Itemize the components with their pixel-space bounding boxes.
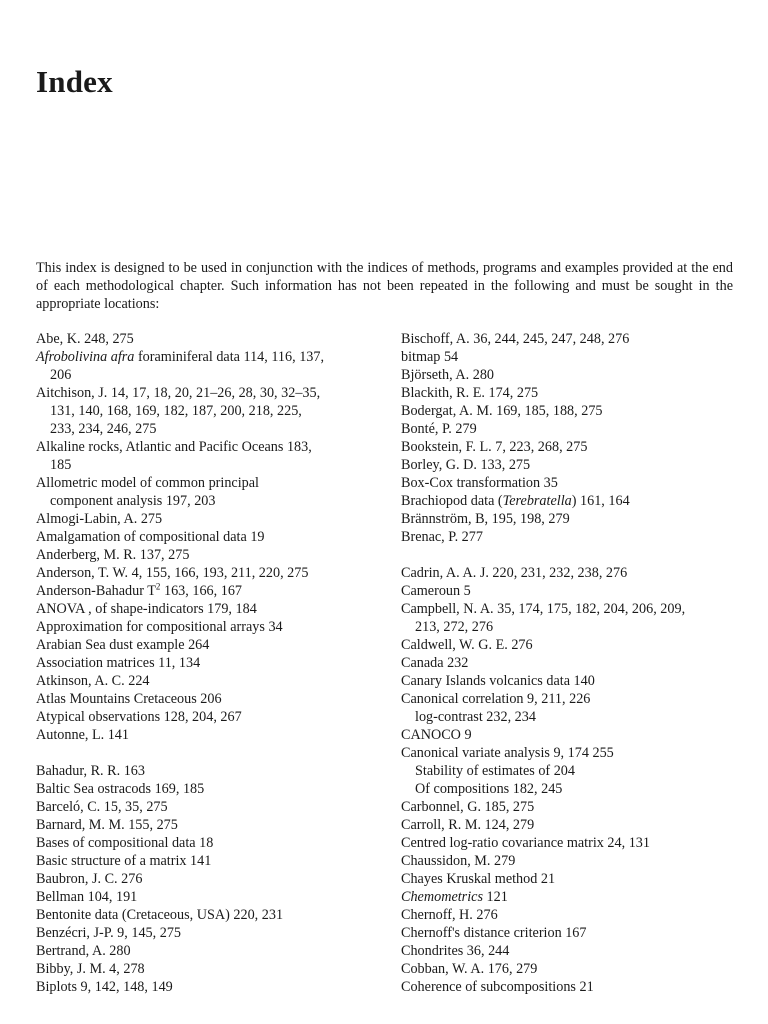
index-entry: Carroll, R. M. 124, 279 bbox=[401, 817, 535, 833]
index-entry: Atypical observations 128, 204, 267 bbox=[36, 709, 242, 725]
index-entry: Biplots 9, 142, 148, 149 bbox=[36, 979, 173, 995]
index-entry: Bases of compositional data 18 bbox=[36, 835, 214, 851]
index-entry: Bonté, P. 279 bbox=[401, 421, 477, 437]
index-subentry: Stability of estimates of 204 bbox=[415, 763, 575, 779]
index-entry: Canonical correlation 9, 211, 226 bbox=[401, 691, 591, 707]
page-title: Index bbox=[36, 64, 113, 99]
index-entry: Centred log-ratio covariance matrix 24, 131 bbox=[401, 835, 650, 851]
index-entry: Basic structure of a matrix 141 bbox=[36, 853, 212, 869]
index-entry: Barceló, C. 15, 35, 275 bbox=[36, 799, 168, 815]
index-entry: Bischoff, A. 36, 244, 245, 247, 248, 276 bbox=[401, 331, 630, 347]
index-entry: Chayes Kruskal method 21 bbox=[401, 871, 556, 887]
index-entry-continuation: 131, 140, 168, 169, 182, 187, 200, 218, 225, bbox=[50, 403, 302, 419]
index-subentry: log-contrast 232, 234 bbox=[415, 709, 536, 725]
index-entry: Bibby, J. M. 4, 278 bbox=[36, 961, 145, 977]
index-entry: Chaussidon, M. 279 bbox=[401, 853, 516, 869]
index-entry: Campbell, N. A. 35, 174, 175, 182, 204, 206, 209, bbox=[401, 601, 686, 617]
index-subentry: Of compositions 182, 245 bbox=[415, 781, 563, 797]
index-entry: bitmap 54 bbox=[401, 349, 459, 365]
index-entry: Borley, G. D. 133, 275 bbox=[401, 457, 531, 473]
index-entry: Chondrites 36, 244 bbox=[401, 943, 510, 959]
index-entry: Barnard, M. M. 155, 275 bbox=[36, 817, 178, 833]
index-entry: Autonne, L. 141 bbox=[36, 727, 129, 743]
index-entry: Chernoff, H. 276 bbox=[401, 907, 498, 923]
index-entry: Bodergat, A. M. 169, 185, 188, 275 bbox=[401, 403, 603, 419]
index-entry: Cobban, W. A. 176, 279 bbox=[401, 961, 538, 977]
index-entry: Afrobolivina afra foraminiferal data 114, 116, 137, bbox=[36, 349, 325, 365]
index-entry-continuation: 213, 272, 276 bbox=[415, 619, 494, 635]
index-entry: Bookstein, F. L. 7, 223, 268, 275 bbox=[401, 439, 588, 455]
index-entry: ANOVA , of shape-indicators 179, 184 bbox=[36, 601, 257, 617]
index-entry: Brachiopod data (Terebratella) 161, 164 bbox=[401, 493, 630, 509]
index-column-right bbox=[401, 330, 741, 996]
index-entry: Canonical variate analysis 9, 174 255 bbox=[401, 745, 614, 761]
index-entry-continuation: 233, 234, 246, 275 bbox=[50, 421, 157, 437]
index-entry-continuation: 206 bbox=[50, 367, 72, 383]
index-entry: Bentonite data (Cretaceous, USA) 220, 231 bbox=[36, 907, 284, 923]
index-entry: Amalgamation of compositional data 19 bbox=[36, 529, 265, 545]
index-entry: Björseth, A. 280 bbox=[401, 367, 495, 383]
index-entry: Bellman 104, 191 bbox=[36, 889, 138, 905]
index-entry: Association matrices 11, 134 bbox=[36, 655, 201, 671]
index-entry: Carbonnel, G. 185, 275 bbox=[401, 799, 535, 815]
index-entry-continuation: component analysis 197, 203 bbox=[50, 493, 216, 509]
index-entry: Allometric model of common principal bbox=[36, 475, 260, 491]
index-column-left bbox=[36, 330, 376, 996]
index-entry: Atlas Mountains Cretaceous 206 bbox=[36, 691, 222, 707]
index-entry: Aitchison, J. 14, 17, 18, 20, 21–26, 28, 30, 32–35, bbox=[36, 385, 321, 401]
index-entry: Approximation for compositional arrays 34 bbox=[36, 619, 283, 635]
index-entry: CANOCO 9 bbox=[401, 727, 472, 743]
index-entry-continuation: 185 bbox=[50, 457, 72, 473]
index-entry: Brenac, P. 277 bbox=[401, 529, 483, 545]
index-entry: Benzécri, J-P. 9, 145, 275 bbox=[36, 925, 182, 941]
index-entry: Cadrin, A. A. J. 220, 231, 232, 238, 276 bbox=[401, 565, 628, 581]
index-entry: Baubron, J. C. 276 bbox=[36, 871, 143, 887]
index-entry: Canada 232 bbox=[401, 655, 469, 671]
index-entry: Almogi-Labin, A. 275 bbox=[36, 511, 163, 527]
index-entry: Arabian Sea dust example 264 bbox=[36, 637, 210, 653]
intro-paragraph: This index is designed to be used in conjunction with the indices of methods, programs and examples provided at the end of each methodological chapter. Such information has not been repeated in the following and must be sought in the appropriate locations: bbox=[36, 260, 733, 313]
index-entry: Anderberg, M. R. 137, 275 bbox=[36, 547, 190, 563]
index-entry: Atkinson, A. C. 224 bbox=[36, 673, 150, 689]
index-entry: Bahadur, R. R. 163 bbox=[36, 763, 145, 779]
index-entry: Box-Cox transformation 35 bbox=[401, 475, 558, 491]
index-entry: Blackith, R. E. 174, 275 bbox=[401, 385, 539, 401]
index-entry: Brännström, B, 195, 198, 279 bbox=[401, 511, 570, 527]
index-entry: Chernoff's distance criterion 167 bbox=[401, 925, 587, 941]
index-entry: Coherence of subcompositions 21 bbox=[401, 979, 594, 995]
index-entry: Anderson, T. W. 4, 155, 166, 193, 211, 220, 275 bbox=[36, 565, 309, 581]
index-entry: Abe, K. 248, 275 bbox=[36, 331, 134, 347]
index-entry: Canary Islands volcanics data 140 bbox=[401, 673, 595, 689]
index-entry: Chemometrics 121 bbox=[401, 889, 508, 905]
index-entry: Cameroun 5 bbox=[401, 583, 471, 599]
index-entry: Anderson-Bahadur $T^2$ 163, 166, 167 bbox=[36, 581, 242, 599]
index-entry: Alkaline rocks, Atlantic and Pacific Oceans 183, bbox=[36, 439, 312, 455]
index-entry: Caldwell, W. G. E. 276 bbox=[401, 637, 533, 653]
index-entry: Baltic Sea ostracods 169, 185 bbox=[36, 781, 205, 797]
index-entry: Bertrand, A. 280 bbox=[36, 943, 131, 959]
